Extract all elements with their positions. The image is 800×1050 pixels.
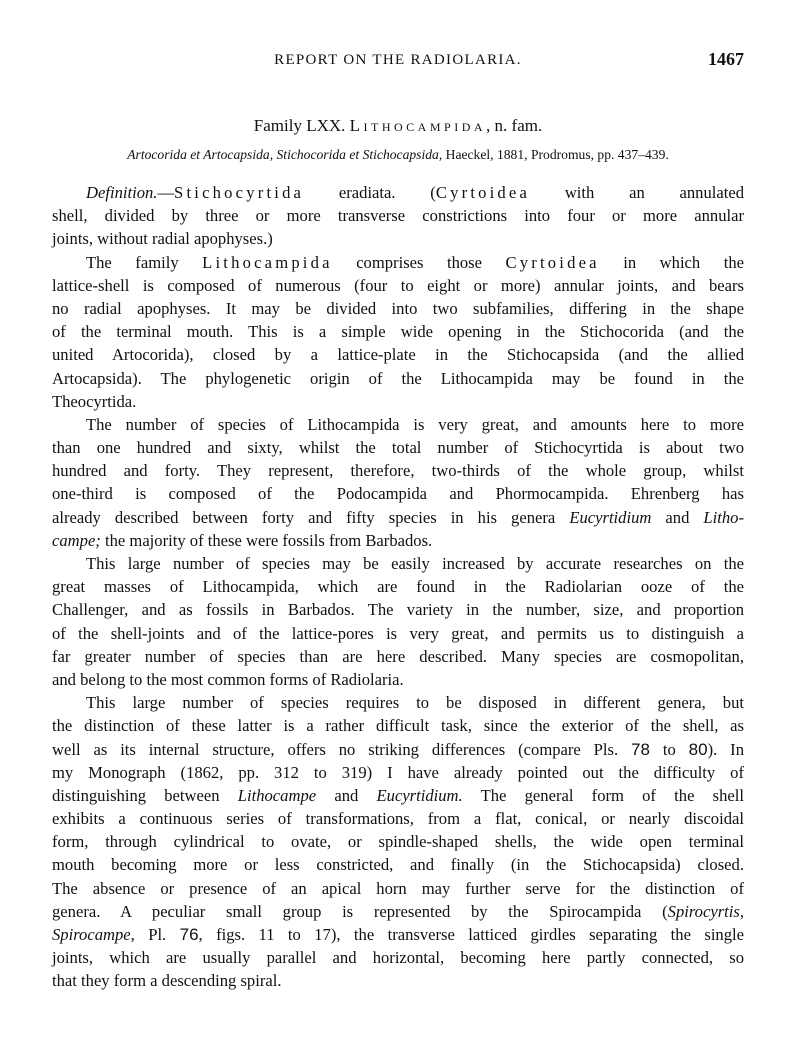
text-line: Theocyrtida. (52, 391, 137, 411)
text-line: mouth becoming more or less constricted, and finally (in the Stichocapsida) closed. (52, 855, 744, 875)
synonym-names: Artocorida et Artocapsida, Stichocorida et Stichocapsida, (127, 147, 443, 162)
plate-number: 80 (688, 739, 708, 759)
text-line: This large number of species requires to be disposed in different genera, but (86, 693, 744, 713)
genus-name: Litho- (703, 507, 744, 527)
text-line: united Artocorida), closed by a lattice-plate in the Stichocapsida (and the allied (52, 345, 744, 365)
text-line: form, through cylindrical to ovate, or spindle-shaped shells, the wide open terminal (52, 832, 744, 852)
family-suffix: , n. fam. (486, 116, 543, 135)
text-line: one-third is composed of the Podocampida and Phormocampida. Ehrenberg has (52, 484, 744, 504)
text-line: genera. A peculiar small group is represented by the Spirocampida (Spirocyrtis, (52, 901, 744, 921)
text-line: of the terminal mouth. This is a simple wide opening in the Stichocorida (and the (52, 322, 744, 342)
genus-name: Eucyrtidium (569, 507, 652, 527)
text-line: Artocapsida). The phylogenetic origin of the Lithocampida may be found in the (52, 368, 744, 388)
text-line: no radial apophyses. It may be divided into two subfamilies, differing in the shape (52, 298, 744, 318)
text-line: already described between forty and fifty species in his genera Eucyrtidium and Litho- (52, 507, 744, 527)
synonymy-line (52, 147, 744, 163)
text-line: The number of species of Lithocampida is very great, and amounts here to more (86, 414, 744, 434)
text-line: Challenger, and as fossils in Barbados. The variety in the number, size, and proportion (52, 600, 744, 620)
page-header (52, 50, 744, 74)
text-line: and belong to the most common forms of Radiolaria. (52, 669, 404, 689)
text-line: Spirocampe, Pl. 76, figs. 11 to 17), the transverse latticed girdles separating the single (52, 925, 744, 944)
text-line: of the shell-joints and of the lattice-pores is very great, and permits us to distinguish a (52, 623, 744, 643)
genus-name: Spirocampe, (52, 925, 135, 944)
genus-name: Eucyrtidium. (376, 785, 463, 805)
page-number: 1467 (708, 49, 744, 69)
text-line: exhibits a continuous series of transformations, from a flat, conical, or nearly discoidal (52, 809, 744, 829)
text-line: Definition.—Stichocyrtida eradiata. (Cyrtoidea with an annulated (86, 183, 744, 202)
family-name: Lithocampida (349, 116, 487, 135)
family-number: Family LXX. (253, 116, 346, 135)
text-line: shell, divided by three or more transverse constrictions into four or more annular (52, 206, 744, 226)
text-line: far greater number of species than are here described. Many species are cosmopolitan, (52, 646, 744, 666)
body-text (52, 181, 744, 993)
text-line: the distinction of these latter is a rather difficult task, since the exterior of the shell, as (52, 716, 744, 736)
genus-name: campe; (52, 530, 101, 550)
text-line: joints, which are usually parallel and horizontal, becoming here partly connected, so (52, 948, 744, 968)
text-line: that they form a descending spiral. (52, 971, 282, 991)
document-page (52, 0, 744, 1050)
text-line: hundred and forty. They represent, therefore, two-thirds of the whole group, whilst (52, 461, 744, 481)
synonym-reference: Haeckel, 1881, Prodromus, pp. 437–439. (445, 147, 669, 162)
text-line: well as its internal structure, offers no striking differences (compare Pls. 78 to 80). In (52, 739, 744, 759)
plate-number: 76 (179, 925, 199, 944)
text-line: The family Lithocampida comprises those Cyrtoidea in which the (86, 252, 744, 272)
text-line: great masses of Lithocampida, which are found in the Radiolarian ooze of the (52, 577, 744, 597)
text-line: lattice-shell is composed of numerous (four to eight or more) annular joints, and bears (52, 275, 744, 295)
text-line: than one hundred and sixty, whilst the total number of Stichocyrtida is about two (52, 438, 744, 458)
text-line: distinguishing between Lithocampe and Eucyrtidium. The general form of the shell (52, 785, 745, 805)
text-line: my Monograph (1862, pp. 312 to 319) I have already pointed out the difficulty of (52, 762, 744, 782)
text-line: joints, without radial apophyses.) (52, 229, 273, 249)
plate-number: 78 (631, 739, 650, 759)
text-line: campe; the majority of these were fossils from Barbados. (52, 530, 433, 550)
family-heading (52, 116, 744, 136)
running-title: REPORT ON THE RADIOLARIA. (274, 52, 522, 68)
genus-name: Spirocyrtis, (667, 901, 744, 921)
text-line: This large number of species may be easily increased by accurate researches on the (86, 554, 744, 573)
genus-name: Lithocampe (237, 785, 317, 805)
text-line: The absence or presence of an apical horn may further serve for the distinction of (52, 878, 744, 898)
definition-label: Definition. (86, 183, 158, 202)
